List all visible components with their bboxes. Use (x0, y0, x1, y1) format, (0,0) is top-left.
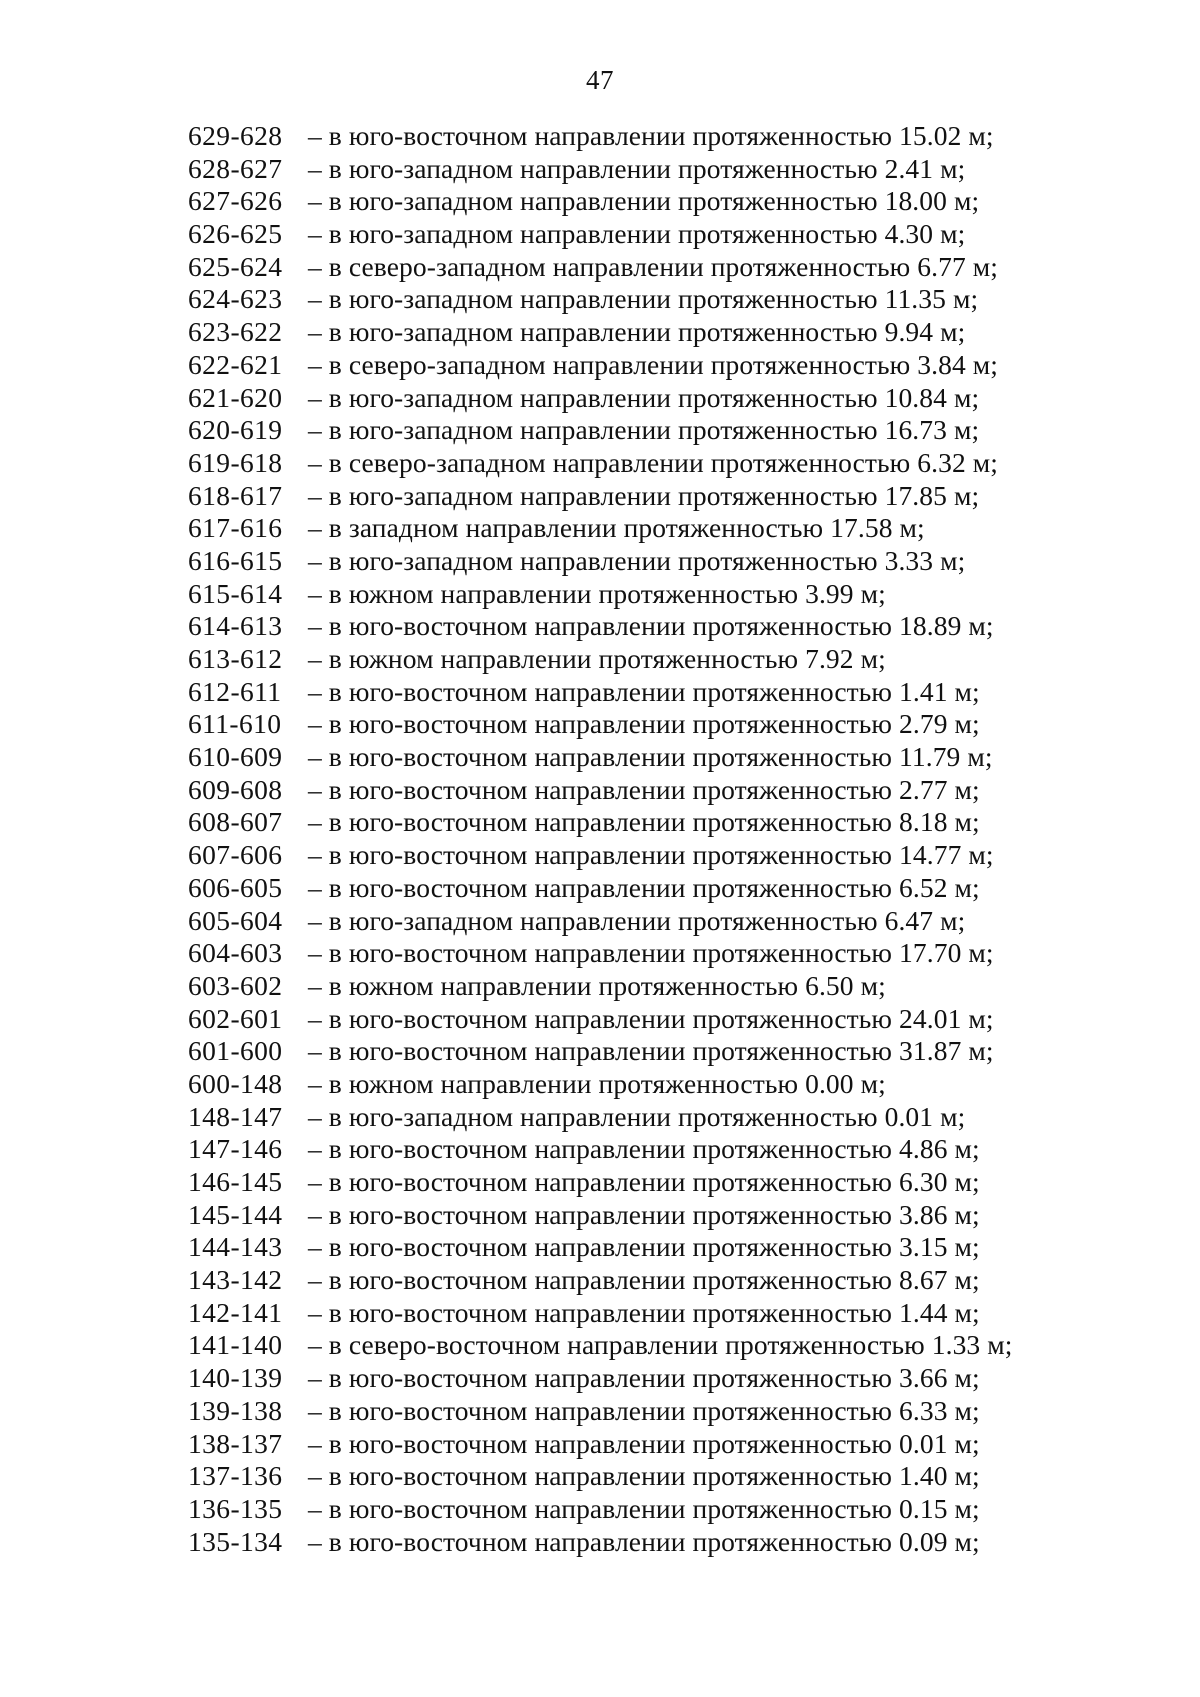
segment-description: – в юго-западном направлении протяженностью 0.01 м; (301, 1100, 966, 1132)
list-item (188, 1166, 1012, 1199)
segment-description: – в юго-западном направлении протяженностью 17.85 м; (301, 479, 980, 511)
segment-description: – в юго-западном направлении протяженностью 10.84 м; (301, 381, 980, 413)
list-item (188, 1526, 1012, 1559)
list-item (188, 872, 1012, 905)
segment-id: 609-608 (188, 773, 283, 805)
list-item (188, 610, 1012, 643)
segment-description: – в юго-восточном направлении протяженностью 2.79 м; (301, 708, 980, 740)
segment-id: 624-623 (188, 283, 283, 315)
list-item (188, 1362, 1012, 1395)
segment-id: 141-140 (188, 1329, 283, 1361)
list-item (188, 806, 1012, 839)
segment-description: – в юго-западном направлении протяженностью 6.47 м; (301, 904, 966, 936)
segment-id: 600-148 (188, 1067, 283, 1099)
segment-description: – в северо-западном направлении протяженностью 6.77 м; (301, 250, 999, 282)
list-item (188, 1297, 1012, 1330)
list-item (188, 316, 1012, 349)
list-item (188, 970, 1012, 1003)
segment-id: 626-625 (188, 218, 283, 250)
list-item (188, 1493, 1012, 1526)
segment-id: 601-600 (188, 1035, 283, 1067)
list-item (188, 512, 1012, 545)
segment-id: 621-620 (188, 381, 283, 413)
list-item (188, 1133, 1012, 1166)
list-item (188, 1068, 1012, 1101)
list-item (188, 839, 1012, 872)
segment-description: – в западном направлении протяженностью 17.58 м; (301, 512, 925, 544)
list-item (188, 1199, 1012, 1232)
segment-description: – в северо-западном направлении протяженностью 6.32 м; (301, 446, 999, 478)
segment-id: 144-143 (188, 1231, 283, 1263)
segment-description: – в юго-западном направлении протяженностью 4.30 м; (301, 218, 966, 250)
segment-description: – в юго-западном направлении протяженностью 11.35 м; (301, 283, 979, 315)
segment-id: 619-618 (188, 446, 283, 478)
segment-id: 604-603 (188, 937, 283, 969)
segment-id: 602-601 (188, 1002, 283, 1034)
segment-description: – в юго-западном направлении протяженностью 2.41 м; (301, 152, 966, 184)
list-item (188, 120, 1012, 153)
list-item (188, 643, 1012, 676)
segment-id: 608-607 (188, 806, 283, 838)
segment-description: – в юго-восточном направлении протяженностью 1.40 м; (301, 1460, 980, 1492)
segment-id: 610-609 (188, 741, 283, 773)
segment-id: 143-142 (188, 1264, 283, 1296)
segment-description: – в юго-восточном направлении протяженностью 3.66 м; (301, 1362, 980, 1394)
segment-description: – в юго-восточном направлении протяженностью 31.87 м; (301, 1035, 994, 1067)
segment-description: – в южном направлении протяженностью 0.00 м; (301, 1067, 886, 1099)
segment-id: 611-610 (188, 708, 282, 740)
list-item (188, 283, 1012, 316)
segment-description: – в юго-восточном направлении протяженностью 4.86 м; (301, 1133, 980, 1165)
segment-description: – в юго-западном направлении протяженностью 3.33 м; (301, 544, 966, 576)
segment-id: 618-617 (188, 479, 283, 511)
segment-description: – в южном направлении протяженностью 3.99 м; (301, 577, 886, 609)
segment-description: – в юго-восточном направлении протяженностью 8.67 м; (301, 1264, 980, 1296)
list-item (188, 251, 1012, 284)
list-item (188, 1231, 1012, 1264)
segment-id: 146-145 (188, 1166, 283, 1197)
list-item (188, 1101, 1012, 1134)
boundary-segment-list (188, 120, 1012, 1558)
list-item (188, 414, 1012, 447)
segment-description: – в юго-восточном направлении протяженностью 17.70 м; (301, 937, 994, 969)
segment-description: – в юго-восточном направлении протяженностью 0.15 м; (301, 1492, 980, 1524)
page-number: 47 (586, 65, 614, 95)
segment-description: – в юго-восточном направлении протяженностью 6.52 м; (301, 871, 980, 903)
segment-description: – в юго-западном направлении протяженностью 16.73 м; (301, 414, 980, 446)
segment-id: 613-612 (188, 643, 283, 674)
list-item (188, 1329, 1012, 1362)
segment-description: – в юго-восточном направлении протяженностью 14.77 м; (301, 839, 994, 871)
segment-description: – в юго-восточном направлении протяженностью 0.09 м; (301, 1525, 980, 1557)
segment-description: – в юго-восточном направлении протяженностью 11.79 м; (301, 741, 993, 773)
list-item (188, 480, 1012, 513)
list-item (188, 349, 1012, 382)
list-item (188, 708, 1012, 741)
segment-id: 614-613 (188, 610, 283, 642)
list-item (188, 1035, 1012, 1068)
segment-description: – в юго-восточном направлении протяженностью 1.41 м; (301, 675, 980, 707)
segment-id: 147-146 (188, 1133, 283, 1165)
list-item (188, 153, 1012, 186)
segment-description: – в юго-западном направлении протяженностью 9.94 м; (301, 316, 966, 348)
segment-id: 616-615 (188, 544, 283, 576)
list-item (188, 1003, 1012, 1036)
segment-id: 620-619 (188, 414, 283, 446)
list-item (188, 676, 1012, 709)
segment-id: 628-627 (188, 152, 283, 184)
segment-id: 148-147 (188, 1100, 283, 1132)
segment-description: – в юго-восточном направлении протяженностью 1.44 м; (301, 1296, 980, 1328)
segment-id: 142-141 (188, 1296, 283, 1328)
list-item (188, 578, 1012, 611)
segment-id: 627-626 (188, 185, 283, 217)
segment-id: 135-134 (188, 1525, 283, 1557)
list-item (188, 774, 1012, 807)
segment-id: 139-138 (188, 1394, 283, 1426)
list-item (188, 382, 1012, 415)
segment-description: – в юго-восточном направлении протяженностью 15.02 м; (301, 120, 994, 151)
segment-description: – в северо-западном направлении протяженностью 3.84 м; (301, 348, 999, 380)
segment-description: – в юго-восточном направлении протяженностью 8.18 м; (301, 806, 980, 838)
segment-description: – в юго-восточном направлении протяженностью 18.89 м; (301, 610, 994, 642)
segment-id: 145-144 (188, 1198, 283, 1230)
segment-id: 603-602 (188, 969, 283, 1001)
list-item (188, 937, 1012, 970)
list-item (188, 185, 1012, 218)
segment-description: – в юго-восточном направлении протяженностью 6.30 м; (301, 1166, 980, 1197)
segment-description: – в юго-восточном направлении протяженностью 3.15 м; (301, 1231, 980, 1263)
list-item (188, 741, 1012, 774)
segment-description: – в северо-восточном направлении протяженностью 1.33 м; (301, 1329, 1013, 1361)
segment-id: 625-624 (188, 250, 283, 282)
segment-description: – в юго-восточном направлении протяженностью 6.33 м; (301, 1394, 980, 1426)
list-item (188, 1264, 1012, 1297)
segment-id: 140-139 (188, 1362, 283, 1394)
list-item (188, 1460, 1012, 1493)
segment-id: 622-621 (188, 348, 283, 380)
list-item (188, 1428, 1012, 1461)
segment-id: 605-604 (188, 904, 283, 936)
segment-id: 136-135 (188, 1492, 283, 1524)
segment-description: – в юго-восточном направлении протяженностью 24.01 м; (301, 1002, 994, 1034)
segment-description: – в юго-западном направлении протяженностью 18.00 м; (301, 185, 980, 217)
list-item (188, 545, 1012, 578)
list-item (188, 218, 1012, 251)
segment-description: – в юго-восточном направлении протяженностью 2.77 м; (301, 773, 980, 805)
segment-id: 623-622 (188, 316, 283, 348)
list-item (188, 905, 1012, 938)
segment-id: 138-137 (188, 1427, 283, 1459)
segment-id: 615-614 (188, 577, 283, 609)
segment-id: 607-606 (188, 839, 283, 871)
segment-id: 629-628 (188, 120, 283, 151)
list-item (188, 1395, 1012, 1428)
segment-description: – в юго-восточном направлении протяженностью 0.01 м; (301, 1427, 980, 1459)
segment-id: 617-616 (188, 512, 283, 544)
segment-description: – в южном направлении протяженностью 6.50 м; (301, 969, 886, 1001)
segment-description: – в юго-восточном направлении протяженностью 3.86 м; (301, 1198, 980, 1230)
segment-description: – в южном направлении протяженностью 7.92 м; (301, 643, 886, 674)
segment-id: 612-611 (188, 675, 282, 707)
list-item (188, 447, 1012, 480)
segment-id: 137-136 (188, 1460, 283, 1492)
segment-id: 606-605 (188, 871, 283, 903)
